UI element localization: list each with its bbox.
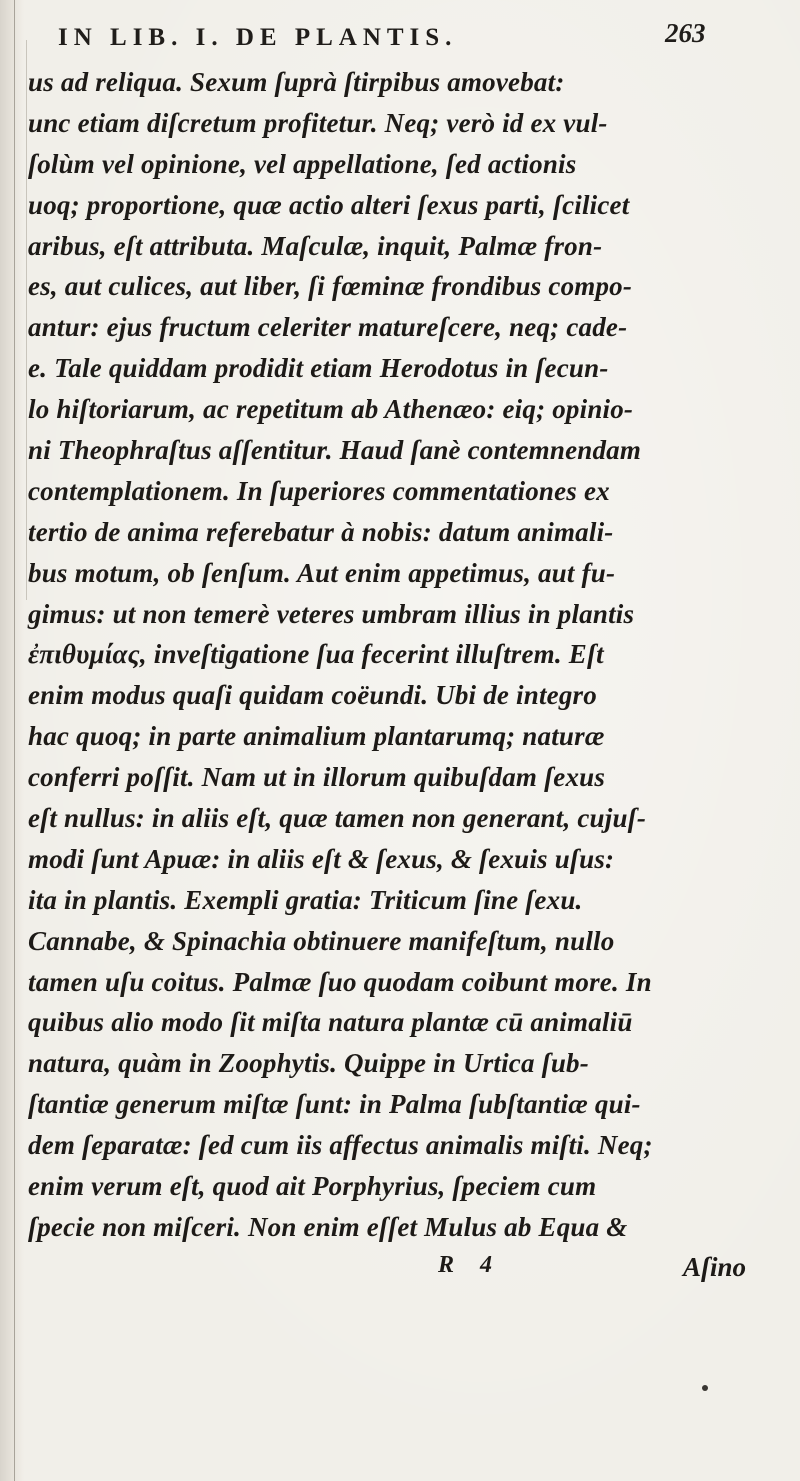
text-line: lo hiſtoriarum, ac repetitum ab Athenæo: eiq; opinio- (28, 394, 634, 425)
text-line: ſpecie non miſceri. Non enim eſſet Mulus ab Equa & (28, 1211, 628, 1242)
text-line: uoq; proportione, quæ actio alteri ſexus parti, ſcilicet (28, 189, 630, 220)
ink-speck (702, 1385, 708, 1391)
text-line: natura, quàm in Zoophytis. Quippe in Urtica ſub- (28, 1048, 589, 1079)
text-line: eſt nullus: in aliis eſt, quæ tamen non generant, cujuſ- (28, 803, 647, 834)
text-line: ſtantiæ generum miſtæ ſunt: in Palma ſubſtantiæ qui- (28, 1089, 641, 1120)
text-line: quibus alio modo ſit miſta natura plantæ cū animaliū (28, 1007, 633, 1038)
text-line: enim modus quaſi quidam coëundi. Ubi de integro (28, 680, 597, 711)
text-line: ſolùm vel opinione, vel appellatione, ſed actionis (28, 148, 577, 179)
text-line: ita in plantis. Exempli gratia: Triticum ſine ſexu. (28, 884, 583, 915)
text-line: es, aut culices, aut liber, ſi fœminæ frondibus compo- (28, 271, 633, 302)
text-line: us ad reliqua. Sexum ſuprà ſtirpibus amovebat: (28, 67, 565, 97)
text-line: unc etiam diſcretum profitetur. Neq; verò id ex vul- (28, 107, 608, 138)
body-text (28, 62, 748, 1248)
running-head: IN LIB. I. DE PLANTIS. (58, 24, 458, 51)
gutter-edge-line (14, 0, 15, 1481)
text-line: hac quoq; in parte animalium plantarumq; naturæ (28, 721, 605, 752)
binding-gutter (0, 0, 24, 1481)
text-line: enim verum eſt, quod ait Porphyrius, ſpeciem cum (28, 1171, 597, 1202)
text-line: tamen uſu coitus. Palmæ ſuo quodam coibunt more. In (28, 966, 652, 997)
text-line: bus motum, ob ſenſum. Aut enim appetimus, aut fu- (28, 557, 616, 588)
signature-mark: R 4 (438, 1252, 503, 1278)
text-line: conferri poſſit. Nam ut in illorum quibuſdam ſexus (28, 762, 606, 793)
text-line: tertio de anima referebatur à nobis: datum animali- (28, 516, 614, 547)
page-number: 263 (665, 18, 706, 48)
text-line: contemplationem. In ſuperiores commentationes ex (28, 475, 610, 506)
text-line: dem ſeparatæ: ſed cum iis affectus animalis miſti. Neq; (28, 1130, 653, 1161)
text-line: modi ſunt Apuæ: in aliis eſt & ſexus, & ſexuis uſus: (28, 843, 615, 874)
text-line: e. Tale quiddam prodidit etiam Herodotus in ſecun- (28, 353, 609, 384)
page-footer (438, 1252, 747, 1292)
text-line: antur: ejus fructum celeriter matureſcere, neq; cade- (28, 312, 628, 343)
text-line: ἐπιθυμίας, inveſtigatione ſua fecerint illuſtrem. Eſt (28, 639, 604, 670)
text-line: gimus: ut non temerè veteres umbram illius in plantis (28, 598, 635, 629)
catchword: Aſino (683, 1252, 747, 1282)
text-line: ni Theophraſtus aſſentitur. Haud ſanè contemnendam (28, 435, 642, 466)
text-line: aribus, eſt attributa. Maſculæ, inquit, Palmæ fron- (28, 230, 603, 261)
text-line: Cannabe, & Spinachia obtinuere manifeſtum, nullo (28, 925, 615, 956)
gutter-shadow-line (26, 40, 27, 600)
